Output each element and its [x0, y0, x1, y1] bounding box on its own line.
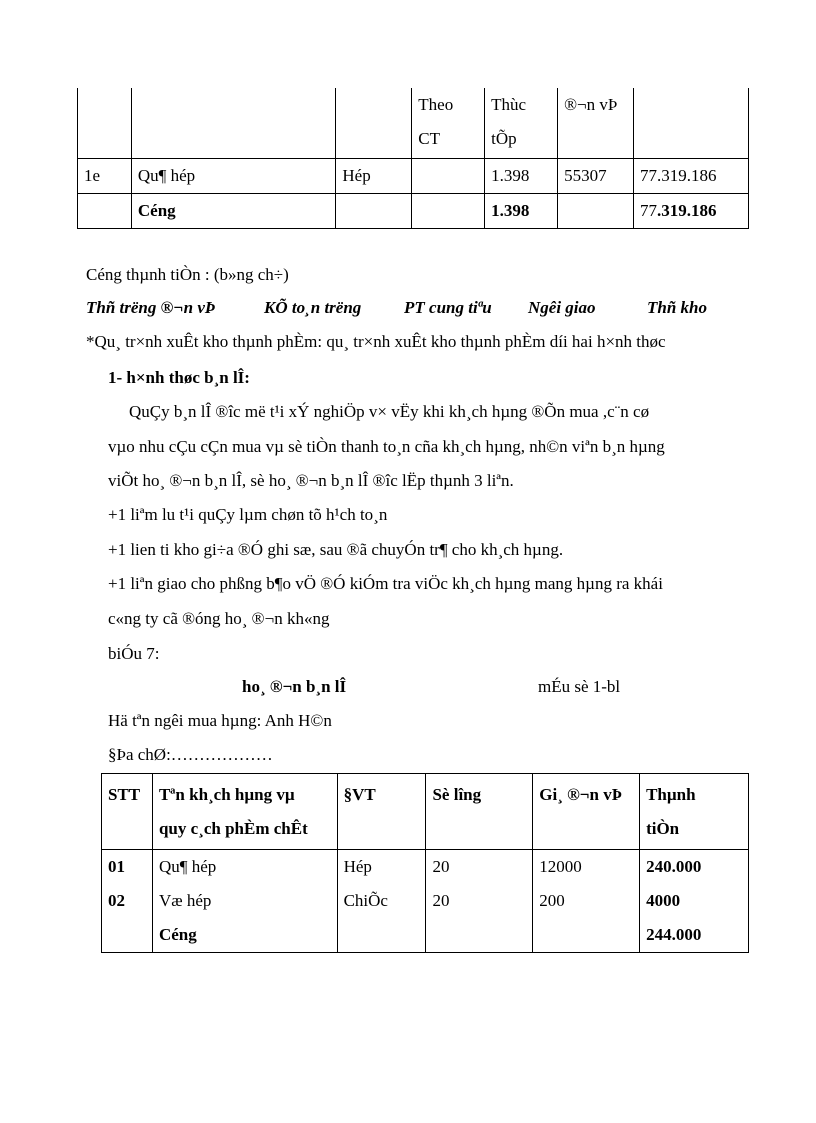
table-cell	[412, 193, 485, 228]
col-amount: 240.000 4000 244.000	[640, 850, 749, 953]
table-cell	[336, 193, 412, 228]
table-header-row	[102, 774, 749, 850]
table-cell: Hép	[336, 158, 412, 193]
process-line: *Qu¸ tr×nh xuÊt kho thµnh phÈm: qu¸ tr×nh xuÊt kho thµnh phÈm díi hai h×nh thøc	[86, 332, 666, 351]
col-qty: 20 20	[426, 850, 533, 953]
signature-2: KÕ to¸n trëng	[264, 298, 362, 317]
table-cell	[78, 193, 132, 228]
table-cell	[558, 193, 634, 228]
table-total-row	[78, 193, 749, 228]
copy-line: +1 liªn giao cho phßng b¶o vÖ ®Ó kiÓm tra viÖc kh¸ch hµng mang hµng ra khái	[108, 574, 663, 593]
section-heading: 1- h×nh thøc b¸n lÎ:	[108, 368, 250, 387]
header-price: Gi¸ ®¬n vÞ	[533, 774, 640, 850]
table-header-row	[78, 88, 749, 158]
header-stt: STT	[102, 774, 153, 850]
col-name: Qu¶ hép Væ hép Céng	[152, 850, 337, 953]
signature-4: Ngêi giao	[528, 298, 596, 317]
col-stt: 01 02	[102, 850, 153, 953]
paragraph-line: viÕt ho¸ ®¬n b¸n lÎ, sè ho¸ ®¬n b¸n lÎ ®îc lËp thµnh 3 liªn.	[108, 471, 514, 490]
signature-5: Thñ kho	[647, 298, 707, 317]
paragraph-line: vµo nhu cÇu cÇn mua vµ sè tiÒn thanh to¸n cña kh¸ch hµng, nh©n viªn b¸n hµng	[108, 437, 665, 456]
table-cell: 1.398	[485, 193, 558, 228]
table-cell: 55307	[558, 158, 634, 193]
product-table	[77, 88, 749, 229]
table-cell: 77.319.186	[634, 158, 749, 193]
buyer-name: Hä tªn ngêi mua hµng: Anh H©n	[108, 711, 332, 730]
signature-3: PT cung tiªu	[404, 298, 492, 317]
table-cell: 77.319.186	[634, 193, 749, 228]
col-price: 12000 200	[533, 850, 640, 953]
copy-line: c«ng ty cã ®óng ho¸ ®¬n kh«ng	[108, 609, 330, 628]
signature-1: Thñ trëng ®¬n vÞ	[86, 298, 216, 317]
form-code: mÉu sè 1-bl	[538, 677, 621, 696]
invoice-table	[101, 773, 749, 953]
copy-line: +1 lien ti kho gi÷a ®Ó ghi sæ, sau ®ã chuyÓn tr¶ cho kh¸ch hµng.	[108, 540, 564, 559]
header-cell: Theo CT	[412, 88, 485, 158]
header-cell: ®¬n vÞ	[558, 88, 634, 158]
table-cell: 1.398	[485, 158, 558, 193]
invoice-title: ho¸ ®¬n b¸n lÎ	[242, 677, 347, 696]
table-cell	[412, 158, 485, 193]
col-unit: Hép ChiÕc	[337, 850, 426, 953]
table-cell: Céng	[131, 193, 335, 228]
table-cell: Qu¶ hép	[131, 158, 335, 193]
total-in-words: Céng thµnh tiÒn : (b»ng ch÷)	[86, 265, 289, 284]
paragraph-line: QuÇy b¸n lÎ ®îc më t¹i xÝ nghiÖp v× vËy khi kh¸ch hµng ®Õn mua ,c¨n cø	[129, 402, 650, 421]
copy-line: +1 liªm lu t¹i quÇy lµm chøn tõ h¹ch to¸n	[108, 505, 388, 524]
header-amount: Thµnh tiÒn	[640, 774, 749, 850]
table-body-row	[102, 850, 749, 953]
header-qty: Sè lîng	[426, 774, 533, 850]
header-cell: Thùc tÕp	[485, 88, 558, 158]
table-cell: 1e	[78, 158, 132, 193]
address: §Þa chØ:………………	[108, 745, 273, 764]
form-label: biÓu 7:	[108, 644, 160, 663]
header-unit: §VT	[337, 774, 426, 850]
table-row	[78, 158, 749, 193]
header-name: Tªn kh¸ch hµng vµ quy c¸ch phÈm chÊt	[152, 774, 337, 850]
